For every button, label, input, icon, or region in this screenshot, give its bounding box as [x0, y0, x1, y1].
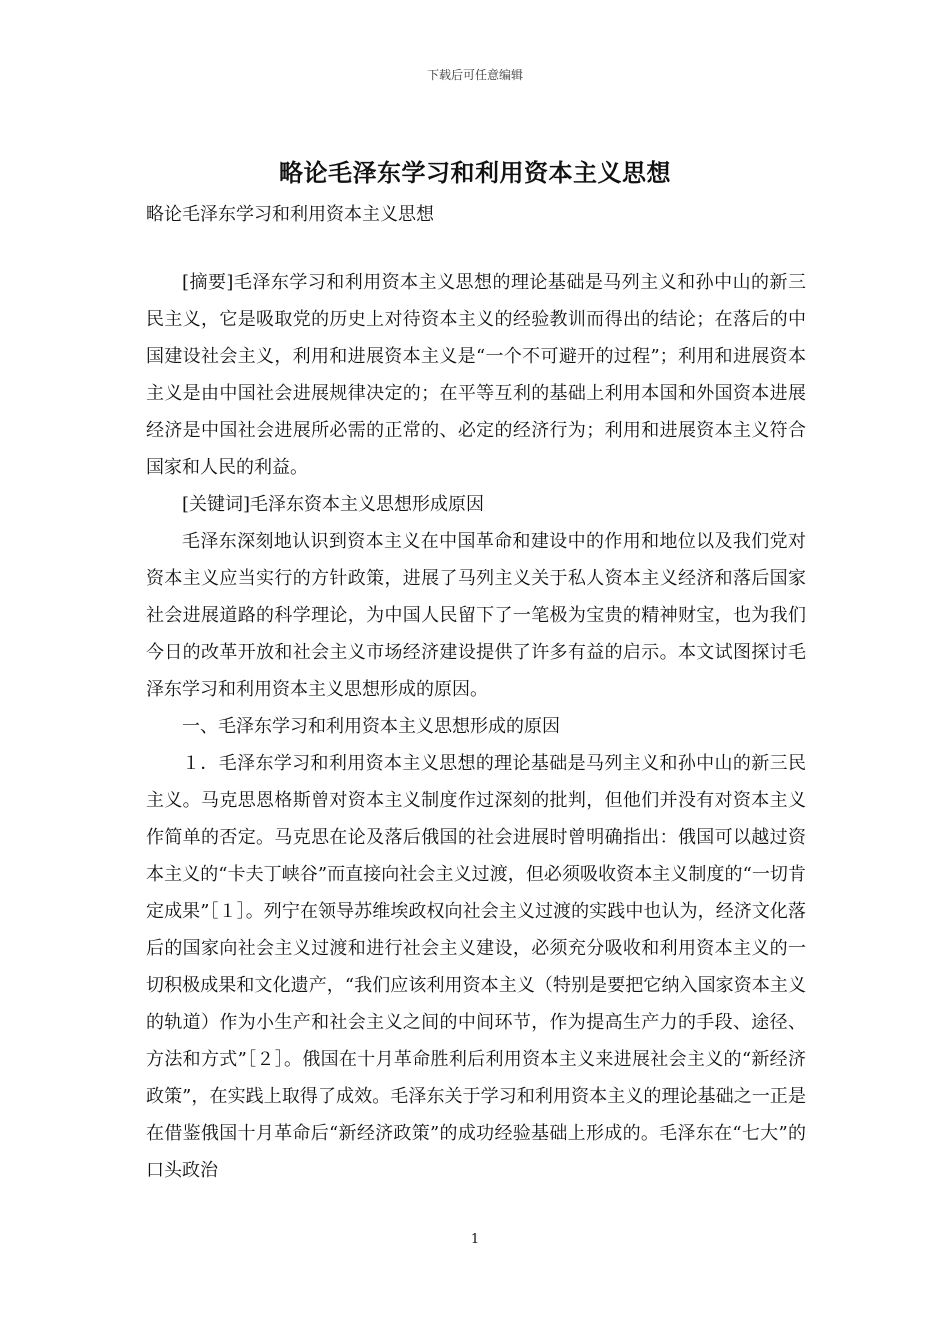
document-title: 略论毛泽东学习和利用资本主义思想 [279, 158, 671, 187]
keywords-paragraph: [关键词]毛泽东资本主义思想形成原因 [182, 494, 485, 515]
abstract-paragraph: [摘要]毛泽东学习和利用资本主义思想的理论基础是马列主义和孙中山的新三民主义，它是吸取党的历史上对待资本主义的经验教训而得出的结论；在落后的中国建设社会主义，利用和进展资本主义是“一个不可避开的过程”；利用和进展资本主义是由中国社会进展规律决定的；在平等互利的基础上利用本国和外国资本进展经济是中国社会进展所必需的正常的、必定的经济行为；利用和进展资本主义符合国家和人民的利益。 [146, 272, 806, 478]
header-note: 下载后可任意编辑 [426, 68, 523, 82]
section-paragraph: １．毛泽东学习和利用资本主义思想的理论基础是马列主义和孙中山的新三民主义。马克思恩格斯曾对资本主义制度作过深刻的批判，但他们并没有对资本主义作简单的否定。马克思在论及落后俄国的社会进展时曾明确指出：俄国可以越过资本主义的“卡夫丁峡谷”而直接向社会主义过渡，但必须吸收资本主义制度的“一切肯定成果”［１］。列宁在领导苏维埃政权向社会主义过渡的实践中也认为，经济文化落后的国家向社会主义过渡和进行社会主义建设，必须充分吸收和利用资本主义的一切积极成果和文化遗产，“我们应该利用资本主义（特别是要把它纳入国家资本主义的轨道）作为小生产和社会主义之间的中间环节，作为提高生产力的手段、途径、方法和方式”［２］。俄国在十月革命胜利后利用资本主义来进展社会主义的“新经济政策”，在实践上取得了成效。毛泽东关于学习和利用资本主义的理论基础之一正是在借鉴俄国十月革命后“新经济政策”的成功经验基础上形成的。毛泽东在“七大”的口头政治 [146, 753, 806, 1181]
document-body [146, 264, 806, 1189]
document-subtitle: 略论毛泽东学习和利用资本主义思想 [146, 204, 434, 225]
section-heading: 一、毛泽东学习和利用资本主义思想形成的原因 [182, 716, 560, 737]
intro-paragraph: 毛泽东深刻地认识到资本主义在中国革命和建设中的作用和地位以及我们党对资本主义应当实行的方针政策，进展了马列主义关于私人资本主义经济和落后国家社会进展道路的科学理论，为中国人民留下了一笔极为宝贵的精神财宝，也为我们今日的改革开放和社会主义市场经济建设提供了许多有益的启示。本文试图探讨毛泽东学习和利用资本主义思想形成的原因。 [146, 531, 806, 700]
page-number: 1 [470, 1232, 480, 1247]
